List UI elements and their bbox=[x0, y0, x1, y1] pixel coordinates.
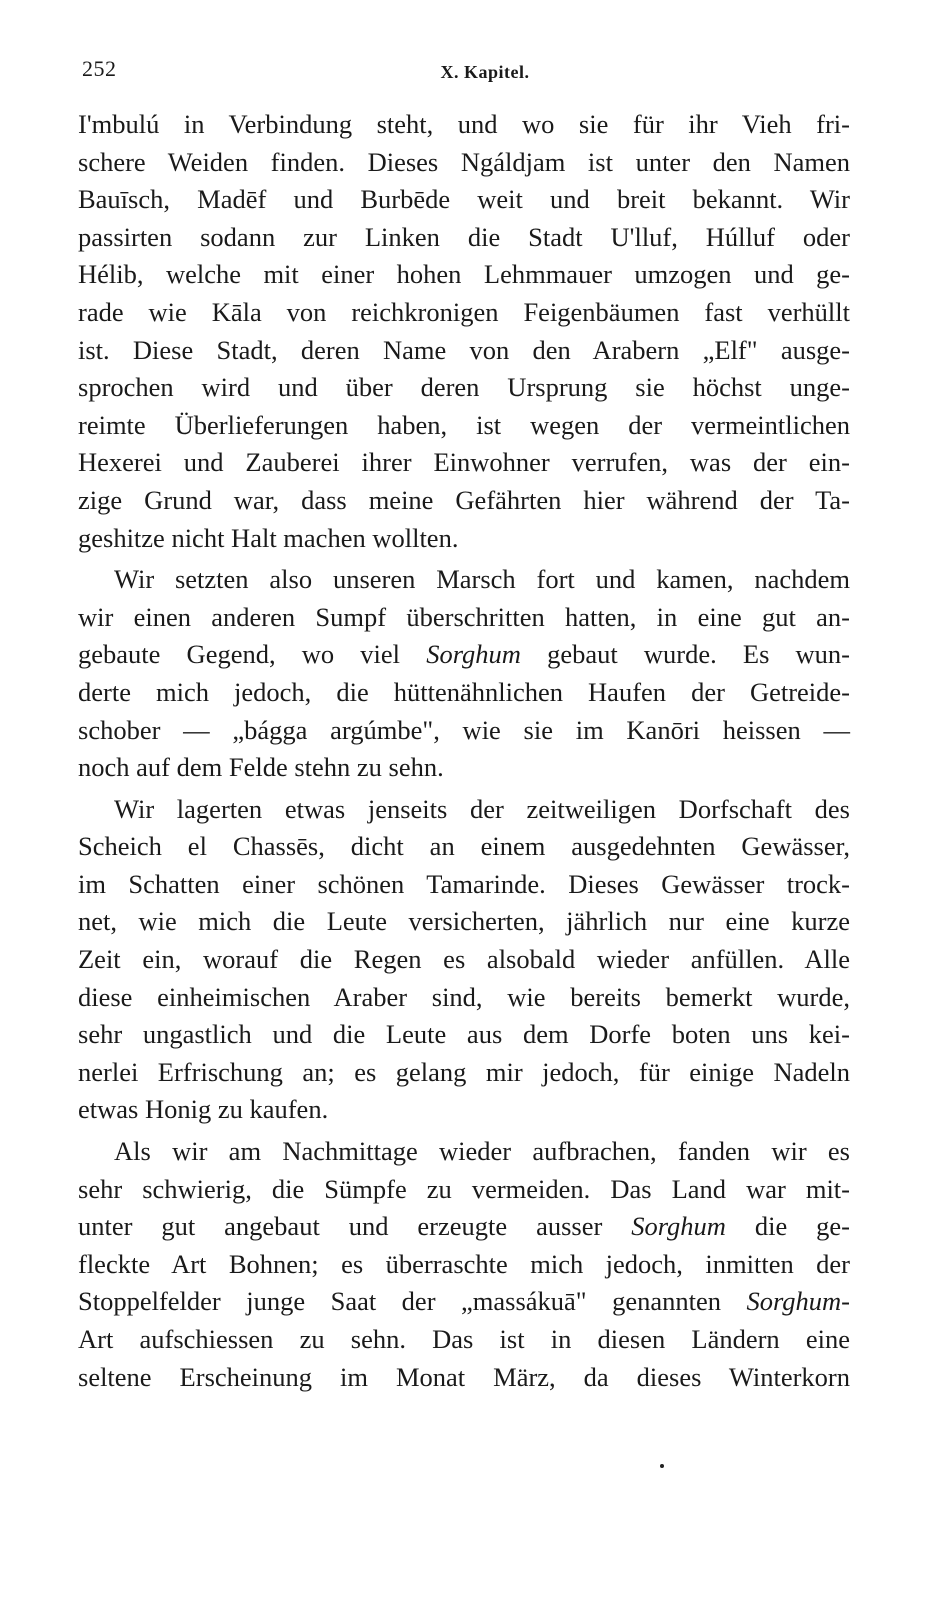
text-line: fleckte Art Bohnen; es überraschte mich jedoch, inmitten der bbox=[78, 1248, 850, 1279]
paragraph-3 bbox=[78, 791, 850, 1129]
running-head: X. Kapitel. bbox=[440, 62, 530, 82]
paragraph-2 bbox=[78, 561, 850, 787]
text-line: sehr ungastlich und die Leute aus dem Dorfe boten uns kei- bbox=[78, 1019, 850, 1050]
text-line: zige Grund war, dass meine Gefährten hier während der Ta- bbox=[78, 484, 850, 515]
text-line: Hélib, welche mit einer hohen Lehmmauer umzogen und ge- bbox=[78, 259, 850, 290]
text-line: wir einen anderen Sumpf überschritten hatten, in eine gut an- bbox=[78, 601, 850, 632]
paragraph-4 bbox=[78, 1133, 850, 1396]
text-line: unter gut angebaut und erzeugte ausser Sorghum die ge- bbox=[78, 1211, 850, 1242]
text-line: Zeit ein, worauf die Regen es alsobald wieder anfüllen. Alle bbox=[78, 944, 850, 975]
text-line: Hexerei und Zauberei ihrer Einwohner verrufen, was der ein- bbox=[78, 447, 850, 478]
text-line: rade wie Kāla von reichkronigen Feigenbäumen fast verhüllt bbox=[78, 296, 850, 327]
ink-speck bbox=[660, 1464, 664, 1468]
text-line: Wir lagerten etwas jenseits der zeitweiligen Dorfschaft des bbox=[114, 793, 850, 824]
text-line: nerlei Erfrischung an; es gelang mir jedoch, für einige Nadeln bbox=[78, 1056, 850, 1087]
text-line: Als wir am Nachmittage wieder aufbrachen, fanden wir es bbox=[114, 1136, 850, 1167]
text-line: Stoppelfelder junge Saat der „massákuā" genannten Sorghum- bbox=[78, 1286, 850, 1317]
body-text bbox=[78, 106, 850, 1396]
text-line: Art aufschiessen zu sehn. Das ist in diesen Ländern eine bbox=[78, 1324, 850, 1354]
text-line: gebaute Gegend, wo viel Sorghum gebaut wurde. Es wun- bbox=[78, 639, 851, 670]
text-line: schere Weiden finden. Dieses Ngáldjam ist unter den Namen bbox=[78, 146, 850, 177]
text-line: etwas Honig zu kaufen. bbox=[78, 1094, 329, 1125]
text-line: sehr schwierig, die Sümpfe zu vermeiden. Das Land war mit- bbox=[78, 1173, 850, 1204]
text-line: sprochen wird und über deren Ursprung sie höchst unge- bbox=[78, 372, 850, 403]
page-number: 252 bbox=[82, 56, 117, 81]
text-line: noch auf dem Felde stehn zu sehn. bbox=[78, 752, 444, 783]
text-line: seltene Erscheinung im Monat März, da dieses Winterkorn bbox=[78, 1361, 850, 1392]
text-line: im Schatten einer schönen Tamarinde. Dieses Gewässer trock- bbox=[78, 868, 850, 899]
text-line: schober — „bágga argúmbe", wie sie im Kanōri heissen — bbox=[78, 714, 850, 745]
text-line: I'mbulú in Verbindung steht, und wo sie für ihr Vieh fri- bbox=[78, 109, 850, 139]
text-line: net, wie mich die Leute versicherten, jährlich nur eine kurze bbox=[78, 906, 850, 937]
text-line: reimte Überlieferungen haben, ist wegen der vermeintlichen bbox=[78, 409, 850, 440]
text-line: diese einheimischen Araber sind, wie bereits bemerkt wurde, bbox=[78, 981, 850, 1012]
text-line: derte mich jedoch, die hüttenähnlichen Haufen der Getreide- bbox=[78, 676, 850, 707]
text-line: Wir setzten also unseren Marsch fort und kamen, nachdem bbox=[114, 564, 850, 595]
text-line: Bauīsch, Madēf und Burbēde weit und breit bekannt. Wir bbox=[78, 184, 850, 215]
text-line: geshitze nicht Halt machen wollten. bbox=[78, 522, 459, 553]
paragraph-1 bbox=[78, 106, 850, 557]
text-line: Scheich el Chassēs, dicht an einem ausgedehnten Gewässer, bbox=[78, 831, 850, 862]
text-line: passirten sodann zur Linken die Stadt U'lluf, Húlluf oder bbox=[78, 221, 850, 252]
text-line: ist. Diese Stadt, deren Name von den Arabern „Elf" ausge- bbox=[78, 334, 850, 365]
